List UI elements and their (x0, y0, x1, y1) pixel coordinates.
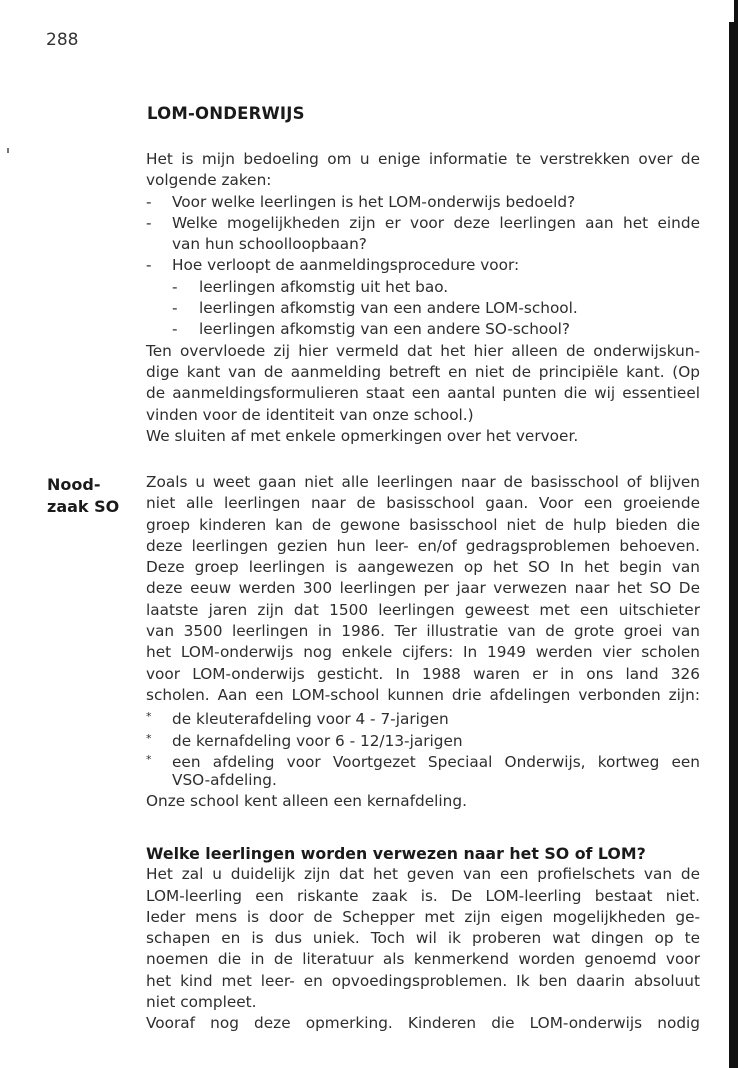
page-title: LOM-ONDERWIJS (147, 104, 305, 123)
list-item: - Hoe verloopt de aanmeldingsprocedure voor: (146, 256, 520, 275)
text-line: vinden voor de identiteit van onze school.) (146, 405, 474, 424)
text-line: Het zal u duidelijk zijn dat het geven van een profielschets van de (146, 865, 700, 884)
scan-mark (7, 148, 9, 153)
text-line: niet compleet. (146, 993, 257, 1012)
section-heading: Welke leerlingen worden verwezen naar het SO of LOM? (146, 844, 646, 863)
list-item: - Voor welke leerlingen is het LOM-onderwijs bedoeld? (146, 192, 576, 211)
section-nood-zaak-so (146, 472, 700, 813)
text-line: laatste jaren zijn dat 1500 leerlingen geweest met een uitschieter (146, 600, 700, 619)
list-item: - Welke mogelijkheden zijn er voor deze leerlingen aan het einde (146, 213, 700, 232)
text-line: Het is mijn bedoeling om u enige informatie te verstrekken over de (146, 150, 700, 168)
text-line: deze eeuw werden 300 leerlingen per jaar verwezen naar het SO De (146, 579, 700, 598)
bullet-item-continued: VSO-afdeling. (172, 771, 277, 790)
bullet-item: * de kleuterafdeling voor 4 - 7-jarigen (146, 710, 449, 729)
text-line: Ieder mens is door de Schepper met zijn eigen mogelijkheden ge- (146, 907, 700, 926)
text-line: noemen die in de literatuur als kenmerkend worden genoemd voor (146, 950, 700, 969)
text-line: Onze school kent alleen een kernafdeling. (146, 792, 467, 811)
text-line: het LOM-onderwijs nog enkele cijfers: In 1949 werden vier scholen (146, 643, 700, 662)
list-item-continued: van hun schoolloopbaan? (172, 235, 367, 254)
text-line: We sluiten af met enkele opmerkingen over het vervoer. (146, 426, 579, 445)
text-line: het kind met leer- en opvoedingsproblemen. Ik ben daarin absoluut (146, 971, 700, 990)
sub-list-item: - leerlingen afkomstig van een andere LOM-school. (172, 299, 578, 318)
intro-section (146, 149, 700, 447)
text-line: schapen en is dus uniek. Toch wil ik proberen wat dingen op te (146, 929, 700, 948)
text-line: volgende zaken: (146, 171, 272, 190)
text-line: de aanmeldingsformulieren staat een aantal punten die wij essentieel (146, 384, 700, 403)
text-line: dige kant van de aanmelding betreft en niet de principiële kant. (Op (146, 362, 700, 381)
text-line: Ten overvloede zij hier vermeld dat het hier alleen de onderwijskun- (146, 341, 700, 360)
text-line: voor LOM-onderwijs gesticht. In 1988 waren er in ons land 326 (146, 664, 700, 683)
bullet-item: * een afdeling voor Voortgezet Speciaal Onderwijs, kortweg een (146, 752, 700, 771)
text-line: Zoals u weet gaan niet alle leerlingen naar de basisschool of blijven (146, 473, 700, 491)
text-line: LOM-leerling een riskante zaak is. De LOM-leerling bestaat niet. (146, 886, 700, 905)
text-line: deze leerlingen gezien hun leer- en/of gedragsproblemen behoeven. (146, 536, 700, 555)
page-number: 288 (46, 30, 79, 50)
text-line: van 3500 leerlingen in 1986. Ter illustratie van de grote groei van (146, 622, 700, 641)
sub-list-item: - leerlingen afkomstig uit het bao. (172, 277, 449, 296)
text-line: groep kinderen kan de gewone basisschool niet de hulp bieden die (146, 515, 700, 534)
text-line: Deze groep leerlingen is aangewezen op het SO In het begin van (146, 558, 700, 577)
margin-label: Nood- zaak SO (47, 475, 120, 516)
sub-list-item: - leerlingen afkomstig van een andere SO-school? (172, 320, 570, 339)
text-line: Vooraf nog deze opmerking. Kinderen die LOM-onderwijs nodig (146, 1014, 700, 1033)
bullet-item: * de kernafdeling voor 6 - 12/13-jarigen (146, 731, 463, 750)
section-welke-leerlingen (146, 843, 700, 1035)
scan-edge-bar (729, 0, 738, 1068)
text-line: niet alle leerlingen naar de basisschool gaan. Voor een groeiende (146, 494, 700, 513)
text-line: scholen. Aan een LOM-school kunnen drie afdelingen verbonden zijn: (146, 685, 700, 704)
